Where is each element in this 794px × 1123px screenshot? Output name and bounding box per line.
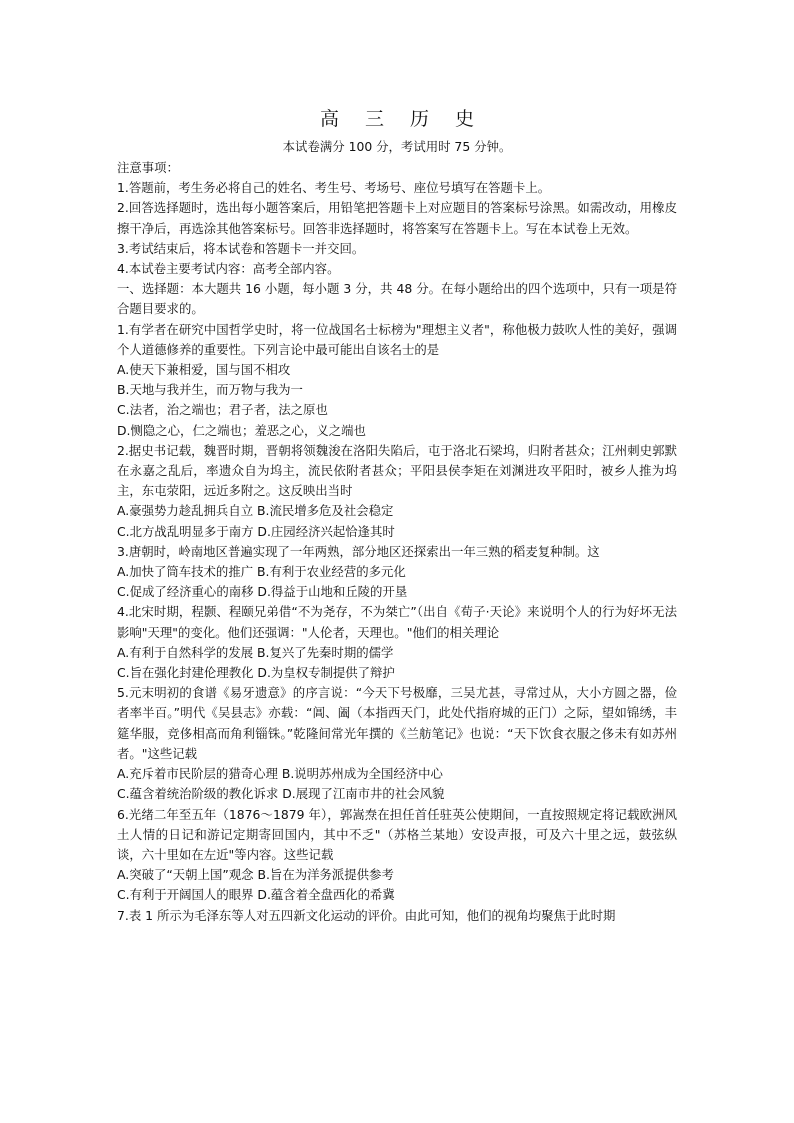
question-2 <box>117 441 677 542</box>
notice-item: 3.考试结束后，将本试卷和答题卡一并交回。 <box>117 240 365 256</box>
question-stem: 5.元末明初的食谱《易牙遗意》的序言说：“今天下号极靡，三吴尤甚，寻常过从，大小方圆之器，俭者率半百。”明代《吴县志》亦载：“阊、阖（本指西天门，此处代指府城的正门）之际，望如锦绣，丰筵华服，竞侈相高而角利锱铢。”乾隆间常光年撰的《兰舫笔记》也说：“天下饮食衣服之侈未有如苏州者。"这些记载 <box>117 685 677 761</box>
answer-option: C.旨在强化封建伦理教化 D.为皇权专制提供了辩护 <box>117 665 395 681</box>
notice-item: 4.本试卷主要考试内容：高考全部内容。 <box>117 261 340 277</box>
notice-heading: 注意事项： <box>117 160 179 175</box>
exam-page <box>117 100 677 926</box>
question-5 <box>117 683 677 804</box>
question-6 <box>117 805 677 906</box>
answer-option: D.恻隐之心，仁之端也；羞恶之心，义之端也 <box>117 422 366 438</box>
answer-option: C.北方战乱明显多于南方 D.庄园经济兴起恰逢其时 <box>117 523 395 539</box>
notice-item: 1.答题前，考生务必将自己的姓名、考生号、考场号、座位号填写在答题卡上。 <box>117 180 551 196</box>
answer-option: C.有利于开阔国人的眼界 D.蕴含着全盘西化的希冀 <box>117 887 395 903</box>
question-7 <box>117 906 677 926</box>
answer-option: A.豪强势力趁乱拥兵自立 B.流民增多危及社会稳定 <box>117 503 394 519</box>
answer-option: A.有利于自然科学的发展 B.复兴了先秦时期的儒学 <box>117 644 394 660</box>
answer-option: C.促成了经济重心的南移 D.得益于山地和丘陵的开垦 <box>117 584 408 600</box>
question-stem: 4.北宋时期，程颢、程颐兄弟借“不为尧存，不为桀亡”（出自《荀子·天论》来说明个人的行为好坏无法影响"天理"的变化。他们还强调："人伦者，天理也。"他们的相关理论 <box>117 604 677 640</box>
question-stem: 1.有学者在研究中国哲学史时，将一位战国名士标榜为"理想主义者"，称他极力鼓吹人性的美好，强调个人道德修养的重要性。下列言论中最可能出自该名士的是 <box>117 321 677 357</box>
question-3 <box>117 542 677 603</box>
question-stem: 7.表 1 所示为毛泽东等人对五四新文化运动的评价。由此可知，他们的视角均聚焦于此时期 <box>117 907 616 923</box>
section-heading: 一、选择题：本大题共 16 小题，每小题 3 分，共 48 分。在每小题给出的四个选项中，只有一项是符合题目要求的。 <box>117 281 677 317</box>
answer-option: A.使天下兼相爱，国与国不相攻 <box>117 362 291 378</box>
question-stem: 2.据史书记载，魏晋时期，晋朝将领魏浚在洛阳失陷后，屯于洛北石梁坞，归附者甚众；江州刺史郭默在永嘉之乱后，率遗众自为坞主，流民依附者甚众；平阳县侯李矩在刘渊进攻平阳时，被乡人推为坞主，东屯荥阳，远近多附之。这反映出当时 <box>117 442 677 499</box>
answer-option: A.突破了“天朝上国”观念 B.旨在为洋务派提供参考 <box>117 867 394 883</box>
question-1 <box>117 320 677 441</box>
answer-option: C.法者，治之端也；君子者，法之原也 <box>117 402 328 418</box>
question-stem: 6.光绪二年至五年（1876～1879 年），郭嵩焘在担任首任驻英公使期间，一直按照规定将记载欧洲风土人情的日记和游记定期寄回国内，其中不乏"（苏格兰某地）安设声报，可及六十里之远，鼓弦纵谈，六十里如在左近"等内容。这些记载 <box>117 806 677 862</box>
page-title: 高 三 历 史 <box>319 108 485 130</box>
answer-option: C.蕴含着统治阶级的教化诉求 D.展现了江南市井的社会风貌 <box>117 786 445 802</box>
question-4 <box>117 602 677 683</box>
question-stem: 3.唐朝时，岭南地区普遍实现了一年两熟，部分地区还探索出一年三熟的稻麦复种制。这 <box>117 543 600 559</box>
notice-item: 2.回答选择题时，选出每小题答案后，用铅笔把答题卡上对应题目的答案标号涂黑。如需改动，用橡皮擦干净后，再选涂其他答案标号。回答非选择题时，将答案写在答题卡上。写在本试卷上无效。 <box>117 200 677 236</box>
answer-option: B.天地与我并生，而万物与我为一 <box>117 382 303 398</box>
answer-option: A.加快了筒车技术的推广 B.有利于农业经营的多元化 <box>117 564 406 580</box>
answer-option: A.充斥着市民阶层的猎奇心理 B.说明苏州成为全国经济中心 <box>117 766 443 782</box>
exam-instructions: 本试卷满分 100 分，考试用时 75 分钟。 <box>282 139 512 154</box>
